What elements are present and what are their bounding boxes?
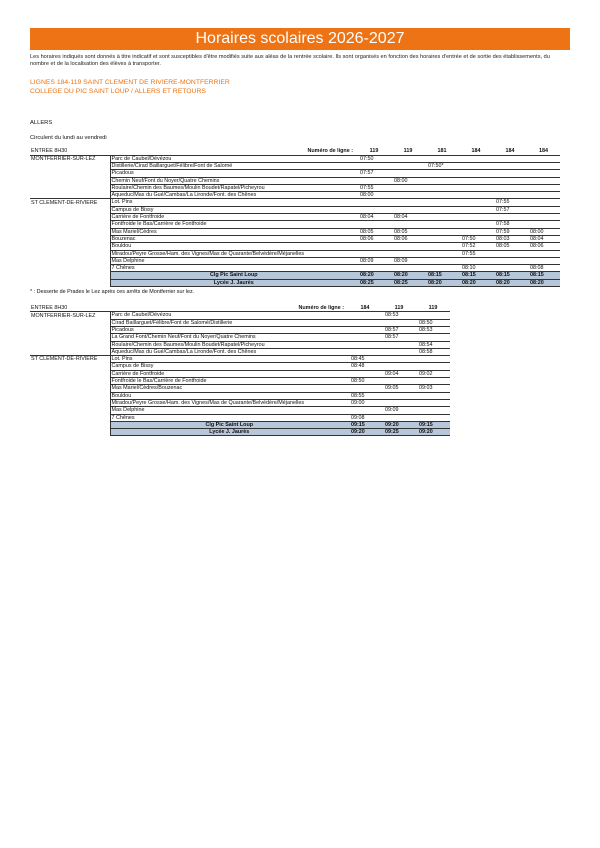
departure-time: 08:00 [357,192,391,199]
stop-row [30,228,560,235]
stop-name: Parc de Caubel/Dévézou [110,155,357,162]
departure-time [527,163,560,170]
departure-time [527,192,560,199]
departure-time [425,221,459,228]
departure-time: 08:45 [348,356,382,363]
stop-row [30,243,560,250]
stop-row [30,265,560,272]
departure-time [459,170,493,177]
town-name [30,378,110,385]
stop-name: Lot. Pins [110,199,357,206]
departure-time [493,214,527,221]
departure-time [425,177,459,184]
entry-label: ENTREE 8H30 [30,148,110,155]
departure-time: 09:05 [382,385,416,392]
departure-time [425,155,459,162]
departure-time [459,221,493,228]
departure-time: 09:04 [382,370,416,377]
destination-row [30,272,560,279]
stop-name: Bouldou [110,392,348,399]
departure-time [357,250,391,257]
stop-name: La Grand Font/Chemin Neuf/Font du Noyer/Quatre Chemins [110,334,348,341]
departure-time: 09:20 [416,429,450,436]
departure-time [391,155,425,162]
stop-name: Chemin Neuf/Font du Noyer/Quatre Chemins [110,177,357,184]
departure-time [382,356,416,363]
town-name [30,184,110,191]
departure-time: 08:09 [357,257,391,264]
departure-time: 08:50 [348,378,382,385]
departure-time [425,250,459,257]
departure-time [527,206,560,213]
stop-row [30,199,560,206]
town-name [30,363,110,370]
departure-time [416,407,450,414]
departure-time [459,228,493,235]
town-name [30,177,110,184]
departure-time [425,235,459,242]
departure-time [382,392,416,399]
departure-time [357,243,391,250]
departure-time [391,163,425,170]
departure-time [348,385,382,392]
departure-time: 09:20 [382,421,416,428]
town-name [30,421,110,428]
entry-label: ENTREE 8H30 [30,305,110,312]
departure-time [348,348,382,355]
departure-time [425,265,459,272]
departure-time [416,414,450,421]
departure-time [416,392,450,399]
departure-time [493,170,527,177]
departure-time: 08:20 [459,279,493,286]
departure-time [493,250,527,257]
stop-row [30,334,450,341]
town-name: MONTFERRIER-SUR-LEZ [30,155,110,162]
departure-time: 08:55 [348,392,382,399]
departure-time: 08:05 [391,228,425,235]
departure-time: 09:15 [416,421,450,428]
departure-time: 07:52 [459,243,493,250]
stop-name: Clg Pic Saint Loup [110,421,348,428]
town-name [30,192,110,199]
departure-time [425,257,459,264]
town-name [30,235,110,242]
town-name [30,414,110,421]
departure-time [527,221,560,228]
town-name [30,214,110,221]
line-number: 119 [391,148,425,155]
stop-row [30,170,560,177]
departure-time: 09:09 [382,407,416,414]
departure-time: 08:20 [357,272,391,279]
departure-time [382,378,416,385]
timetable-2 [30,305,450,436]
departure-time [527,214,560,221]
stop-name: 7 Chênes [110,265,357,272]
departure-time [416,334,450,341]
departure-time: 08:15 [425,272,459,279]
town-name [30,257,110,264]
departure-time: 08:25 [391,279,425,286]
departure-time: 08:04 [527,235,560,242]
departure-time [493,265,527,272]
departure-time: 08:50 [416,319,450,326]
stop-row [30,356,450,363]
town-name [30,206,110,213]
stop-name: Campus de Bissy [110,206,357,213]
stop-name: Lycée J. Jaurès [110,429,348,436]
town-name [30,326,110,333]
departure-time: 08:53 [382,312,416,319]
departure-time [425,214,459,221]
timetable-page [30,28,570,436]
days-label: Circulent du lundi au vendredi [30,135,107,142]
departure-time [493,163,527,170]
departure-time: 08:05 [493,243,527,250]
town-name [30,348,110,355]
line-number-label: Numéro de ligne : [110,305,348,312]
stop-name: Aqueduc/Mas du Gué/Cambas/La Lironde/Font. des Chênes [110,348,348,355]
stop-row [30,414,450,421]
departure-time: 07:57 [493,206,527,213]
departure-time: 08:20 [391,272,425,279]
stop-name: Carrière de Fontfroide [110,214,357,221]
stop-name: Mas Mariel/Cèdres/Bouzenac [110,385,348,392]
stop-row [30,257,560,264]
departure-time: 09:25 [382,429,416,436]
departure-time: 08:04 [357,214,391,221]
departure-time [425,199,459,206]
departure-time [348,334,382,341]
destination-row [30,279,560,286]
town-name [30,265,110,272]
departure-time: 07:50* [425,163,459,170]
stop-name: Picadous [110,326,348,333]
departure-time [459,257,493,264]
departure-time: 07:50 [459,235,493,242]
departure-time: 07:55 [493,199,527,206]
departure-time [527,250,560,257]
town-name [30,429,110,436]
departure-time [416,356,450,363]
stop-name: Lot. Pins [110,356,348,363]
stop-name: Mas Mariel/Cèdres [110,228,357,235]
departure-time [391,192,425,199]
departure-time [391,243,425,250]
timetable-1 [30,148,560,287]
town-name [30,341,110,348]
header-row [30,305,450,312]
town-name [30,334,110,341]
stop-row [30,378,450,385]
departure-time: 08:06 [357,235,391,242]
departure-time [357,206,391,213]
departure-time [425,206,459,213]
stop-name: Picadous [110,170,357,177]
line-number: 119 [416,305,450,312]
departure-time: 08:00 [391,177,425,184]
departure-time [357,265,391,272]
departure-time: 08:05 [357,228,391,235]
departure-time: 08:57 [382,334,416,341]
departure-time: 09:00 [348,399,382,406]
departure-time [348,312,382,319]
departure-time [382,319,416,326]
line-number: 184 [493,148,527,155]
stop-name: Mas Delphine [110,407,348,414]
departure-time: 08:15 [493,272,527,279]
departure-time: 08:48 [348,363,382,370]
departure-time: 09:03 [416,385,450,392]
stop-name: Fontfroide le Bas/Carrière de Fontfroide [110,378,348,385]
departure-time: 08:06 [391,235,425,242]
departure-time: 08:03 [493,235,527,242]
stop-row [30,385,450,392]
intro-text: Les horaires indiqués sont donnés à titre indicatif et sont susceptibles d'être modifiés suite aux aléas de la rentrée scolaire. Ils sont organisés en fonction des horaires d'entrée et de sortie des établissements, du nombre et de la localisation des élèves à transporter. [30,54,550,68]
town-name: MONTFERRIER-SUR-LEZ [30,312,110,319]
town-name [30,243,110,250]
departure-time: 08:20 [425,279,459,286]
departure-time: 08:10 [459,265,493,272]
departure-time [382,363,416,370]
departure-time: 08:54 [416,341,450,348]
departure-time [357,163,391,170]
departure-time [391,250,425,257]
college-title: COLLEGE DU PIC SAINT LOUP / ALLERS ET RETOURS [30,88,206,96]
stop-name: Aqueduc/Mas du Gué/Cambas/La Lironde/Font. des Chênes [110,192,357,199]
stop-row [30,319,450,326]
stop-name: Mas Delphine [110,257,357,264]
town-name [30,319,110,326]
departure-time [382,341,416,348]
stop-row [30,177,560,184]
departure-time: 09:20 [348,429,382,436]
title-banner [30,28,570,50]
departure-time: 08:04 [391,214,425,221]
departure-time: 08:06 [527,243,560,250]
town-name [30,370,110,377]
stop-name: Cirad Baillarguet/Félibre/Font de Salomé/Distillerie [110,319,348,326]
departure-time [459,199,493,206]
departure-time [348,341,382,348]
departure-time [459,184,493,191]
stop-name: Miradou/Peyre Grosse/Ham. des Vignes/Mas de Quarante/Belvédère/Méjanelles [110,399,348,406]
departure-time [391,199,425,206]
town-name [30,279,110,286]
stop-name: Distillerie/Cirad Baillarguet/Félibre/Font de Salomé [110,163,357,170]
departure-time [382,348,416,355]
departure-time: 07:57 [357,170,391,177]
departure-time [357,199,391,206]
stop-row [30,341,450,348]
departure-time [527,199,560,206]
departure-time [425,170,459,177]
departure-time [416,363,450,370]
departure-time [459,163,493,170]
departure-time: 08:00 [527,228,560,235]
stop-row [30,214,560,221]
departure-time [527,155,560,162]
town-name [30,407,110,414]
departure-time [493,257,527,264]
town-name [30,385,110,392]
destination-row [30,421,450,428]
departure-time [391,170,425,177]
departure-time [416,378,450,385]
departure-time [459,177,493,184]
stop-name: Bouldou [110,243,357,250]
line-number: 184 [348,305,382,312]
departure-time [493,192,527,199]
departure-time [357,221,391,228]
line-number: 119 [357,148,391,155]
departure-time: 07:58 [493,221,527,228]
line-number: 181 [425,148,459,155]
stop-row [30,163,560,170]
header-row [30,148,560,155]
departure-time [382,399,416,406]
departure-time [348,370,382,377]
stop-row [30,192,560,199]
departure-time [382,414,416,421]
departure-time: 08:15 [527,272,560,279]
town-name [30,221,110,228]
departure-time [527,257,560,264]
departure-time: 08:53 [416,326,450,333]
line-number-label: Numéro de ligne : [110,148,357,155]
departure-time [416,312,450,319]
line-number: 184 [527,148,560,155]
stop-name: 7 Chênes [110,414,348,421]
departure-time: 08:08 [527,265,560,272]
town-name [30,272,110,279]
town-name [30,228,110,235]
stop-name: Clg Pic Saint Loup [110,272,357,279]
town-name [30,250,110,257]
departure-time: 07:59 [493,228,527,235]
departure-time [493,184,527,191]
line-number: 119 [382,305,416,312]
town-name [30,392,110,399]
town-name [30,170,110,177]
departure-time [348,319,382,326]
lines-title: LIGNES 184-119 SAINT CLEMENT DE RIVIERE-MONTFERRIER [30,79,230,87]
stop-name: Fontfroide le Bas/Carrière de Fontfroide [110,221,357,228]
departure-time: 07:55 [459,250,493,257]
stop-name: Campus de Bissy [110,363,348,370]
departure-time [391,206,425,213]
town-name [30,399,110,406]
destination-row [30,429,450,436]
departure-time [527,177,560,184]
stop-row [30,363,450,370]
departure-time [391,184,425,191]
town-name: ST CLEMENT-DE-RIVIERE [30,356,110,363]
page-title: Horaires scolaires 2026-2027 [195,30,405,47]
stop-row [30,184,560,191]
departure-time: 08:15 [459,272,493,279]
stop-name: Roulaire/Chemin des Baumes/Moulin Boudet/Rapatel/Picheyrou [110,184,357,191]
stop-row [30,206,560,213]
town-name [30,163,110,170]
departure-time [459,155,493,162]
departure-time [357,177,391,184]
stop-row [30,155,560,162]
stop-row [30,348,450,355]
stop-row [30,312,450,319]
stop-name: Carrière de Fontfroide [110,370,348,377]
departure-time [348,326,382,333]
departure-time [425,228,459,235]
stop-row [30,407,450,414]
departure-time [527,170,560,177]
stop-row [30,370,450,377]
departure-time: 08:25 [357,279,391,286]
stop-name: Miradou/Peyre Grosse/Ham. des Vignes/Mas de Quarante/Belvédère/Méjanelles [110,250,357,257]
departure-time [459,192,493,199]
departure-time: 08:20 [527,279,560,286]
departure-time: 09:02 [416,370,450,377]
stop-row [30,235,560,242]
stop-name: Lycée J. Jaurès [110,279,357,286]
stop-name: Roulaire/Chemin des Baumes/Moulin Boudet/Rapatel/Picheyrou [110,341,348,348]
departure-time: 09:08 [348,414,382,421]
departure-time: 07:50 [357,155,391,162]
footnote: * : Desserte de Prades le Lez après ces arrêts de Montferrier sur lez. [30,289,195,296]
stop-row [30,326,450,333]
town-name: ST CLEMENT-DE-RIVIERE [30,199,110,206]
stop-name: Bouzenac [110,235,357,242]
line-number: 184 [459,148,493,155]
departure-time [416,399,450,406]
departure-time [391,221,425,228]
departure-time: 08:20 [493,279,527,286]
departure-time: 08:58 [416,348,450,355]
stop-row [30,250,560,257]
stop-name: Parc de Caubel/Dévézou [110,312,348,319]
departure-time [459,206,493,213]
departure-time [348,407,382,414]
departure-time: 09:15 [348,421,382,428]
departure-time [459,214,493,221]
departure-time [527,184,560,191]
departure-time: 08:57 [382,326,416,333]
departure-time: 07:55 [357,184,391,191]
section-label: ALLERS [30,120,53,127]
stop-row [30,399,450,406]
departure-time [425,243,459,250]
departure-time: 08:09 [391,257,425,264]
stop-row [30,392,450,399]
departure-time [425,184,459,191]
departure-time [391,265,425,272]
stop-row [30,221,560,228]
departure-time [425,192,459,199]
departure-time [493,177,527,184]
departure-time [493,155,527,162]
